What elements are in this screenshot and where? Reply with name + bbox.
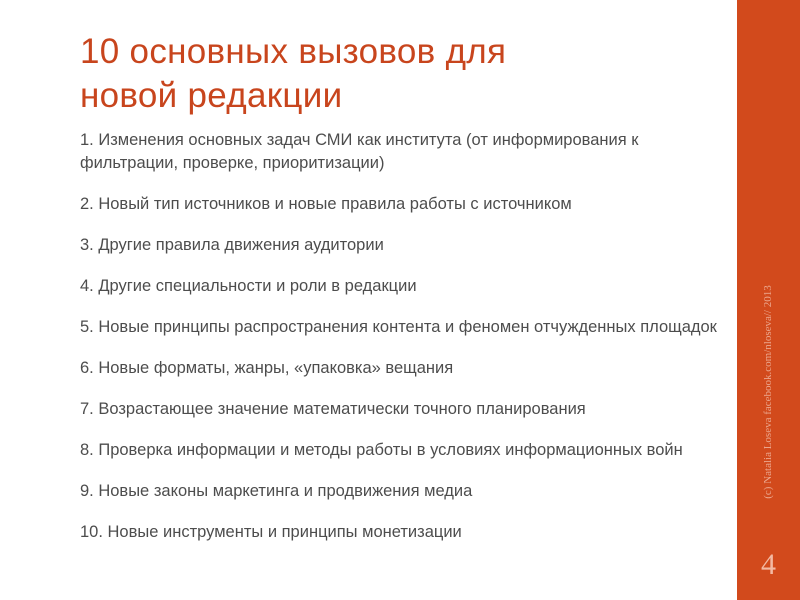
slide-title-line-2: новой редакции [80,76,343,115]
page-number: 4 [761,548,776,581]
list-item: 10. Новые инструменты и принципы монетизации [80,523,462,541]
list-item: 4. Другие специальности и роли в редакции [80,277,417,295]
list-item: 3. Другие правила движения аудитории [80,236,384,254]
challenge-list [80,129,730,544]
copyright-note: (c) Natalia Loseva facebook.com/nloseva// 2013 [762,285,774,499]
list-item: 1. Изменения основных задач СМИ как института (от информирования к фильтрации, проверке, приоритизации) [80,131,639,172]
slide-title-line-1: 10 основных вызовов для [80,32,507,71]
list-item: 6. Новые форматы, жанры, «упаковка» вещания [80,359,454,377]
list-item: 2. Новый тип источников и новые правила работы с источником [80,195,572,213]
list-item: 9. Новые законы маркетинга и продвижения медиа [80,482,473,500]
list-item: 8. Проверка информации и методы работы в условиях информационных войн [80,441,683,459]
list-item: 7. Возрастающее значение математически точного планирования [80,400,586,418]
list-item: 5. Новые принципы распространения контента и феномен отчужденных площадок [80,318,717,336]
slide-title [80,30,700,118]
